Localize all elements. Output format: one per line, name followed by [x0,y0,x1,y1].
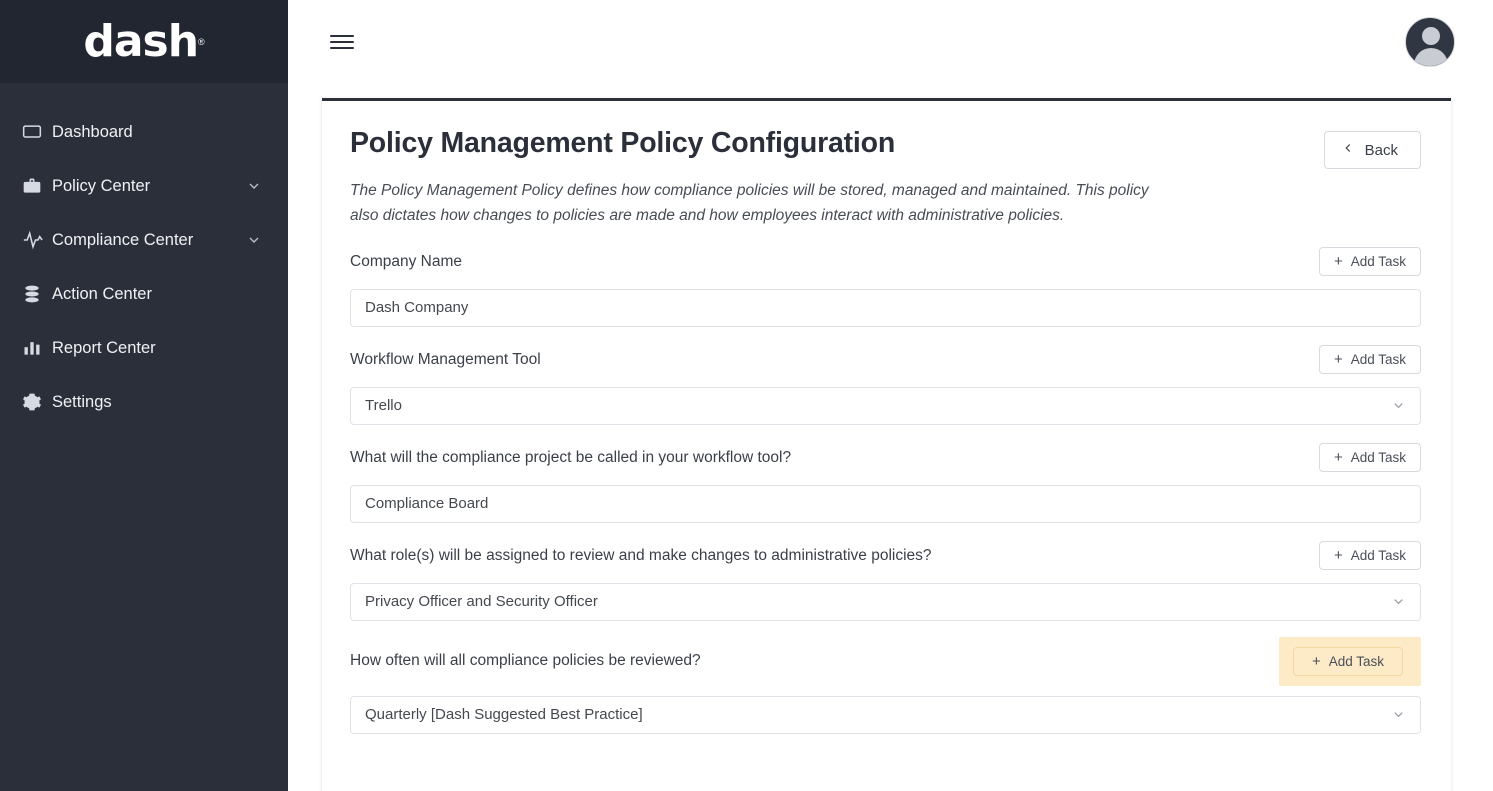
sidebar-item-dashboard[interactable] [0,105,288,159]
sidebar-item-label: Policy Center [52,176,151,195]
chevron-left-icon [1341,141,1355,159]
bar-chart-icon [22,338,52,358]
field-value: Dash Company [365,299,469,317]
logo-text: dash [83,15,199,67]
logo-trademark: ® [198,36,205,47]
field-label: Workflow Management Tool [350,350,541,368]
logo[interactable] [0,0,288,83]
add-task-label: Add Task [1350,450,1406,466]
compliance-project-name-input[interactable] [350,485,1421,523]
chevron-down-icon [1391,594,1406,609]
topbar [288,0,1493,83]
add-task-label: Add Task [1350,352,1406,368]
add-task-button[interactable] [1319,541,1421,570]
page-title: Policy Management Policy Configuration [350,127,896,159]
card-description: The Policy Management Policy defines how compliance policies will be stored, managed and maintained. This policy also dictates how changes to policies are made and how employees interact with administrative policies. [350,182,1149,224]
add-task-label: Add Task [1350,548,1406,564]
plus-icon: + [1333,547,1343,565]
card-header [350,127,1421,169]
gear-icon [22,392,52,412]
sidebar-item-label: Compliance Center [52,230,194,249]
add-task-button[interactable] [1293,647,1403,676]
monitor-icon [22,122,52,142]
add-task-button[interactable] [1319,247,1421,276]
field-label: What will the compliance project be called in your workflow tool? [350,448,792,466]
chevron-down-icon[interactable] [246,232,262,248]
sidebar [0,0,288,791]
sidebar-item-action-center[interactable] [0,267,288,321]
add-task-button[interactable] [1319,443,1421,472]
back-button-label: Back [1364,141,1398,159]
field-value: Trello [365,397,402,415]
field-label: What role(s) will be assigned to review and make changes to administrative policies? [350,546,932,564]
company-name-input[interactable] [350,289,1421,327]
activity-icon [22,230,52,250]
layers-icon [22,284,52,304]
add-task-label: Add Task [1328,653,1384,669]
form-field [350,245,1421,327]
chevron-down-icon[interactable] [246,178,262,194]
workflow-management-tool-select[interactable] [350,387,1421,425]
briefcase-icon [22,176,52,196]
sidebar-item-label: Settings [52,392,112,411]
hamburger-icon[interactable] [330,35,354,49]
form-field [350,441,1421,523]
main-area [288,0,1493,791]
form-field [350,343,1421,425]
sidebar-item-label: Action Center [52,284,152,303]
plus-icon: + [1311,652,1321,670]
field-value: Compliance Board [365,495,489,513]
policy-review-roles-select[interactable] [350,583,1421,621]
sidebar-item-report-center[interactable] [0,321,288,375]
form-field [350,637,1421,734]
chevron-down-icon [1391,398,1406,413]
sidebar-item-compliance-center[interactable] [0,213,288,267]
sidebar-item-label: Report Center [52,338,156,357]
sidebar-item-settings[interactable] [0,375,288,429]
field-label: How often will all compliance policies be reviewed? [350,652,701,670]
plus-icon: + [1333,253,1343,271]
plus-icon: + [1333,351,1343,369]
field-value: Quarterly [Dash Suggested Best Practice] [365,706,643,724]
policy-review-frequency-select[interactable] [350,696,1421,734]
add-task-label: Add Task [1350,254,1406,270]
field-value: Privacy Officer and Security Officer [365,593,598,611]
add-task-highlight [1279,637,1421,686]
policy-configuration-card [322,98,1451,791]
sidebar-nav [0,83,288,429]
back-button[interactable] [1324,131,1421,169]
sidebar-item-policy-center[interactable] [0,159,288,213]
chevron-down-icon [1391,707,1406,722]
plus-icon: + [1333,449,1343,467]
content-area [288,83,1493,791]
sidebar-item-label: Dashboard [52,122,133,141]
form-field [350,539,1421,621]
avatar[interactable] [1405,17,1455,67]
field-label: Company Name [350,252,462,270]
add-task-button[interactable] [1319,345,1421,374]
